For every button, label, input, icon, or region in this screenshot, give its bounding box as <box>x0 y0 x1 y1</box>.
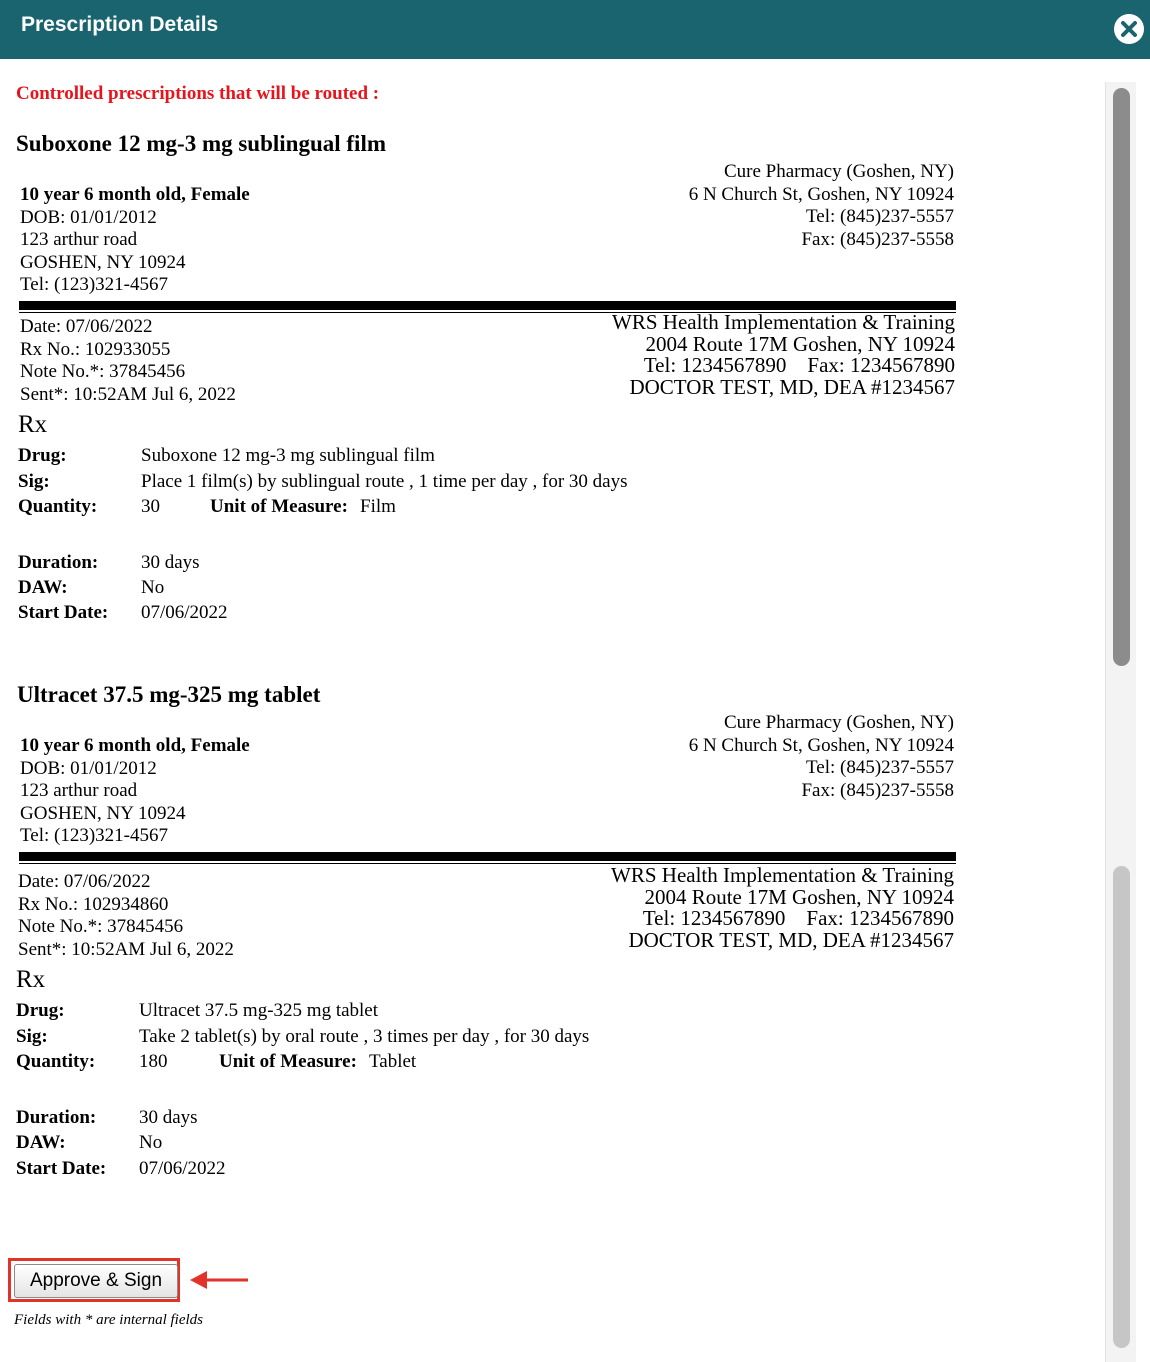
quantity-label: Quantity: <box>18 496 98 517</box>
approve-sign-button[interactable]: Approve & Sign <box>14 1264 178 1298</box>
prescription-content <box>0 59 1105 1362</box>
prescription-block <box>0 59 1000 623</box>
uom-label: Unit of Measure: <box>219 1051 357 1072</box>
daw-value: No <box>139 1132 163 1153</box>
pointer-arrow-icon <box>190 1269 250 1291</box>
close-icon[interactable] <box>1114 14 1144 44</box>
sent-time: Sent*: 10:52AM Jul 6, 2022 <box>18 938 234 960</box>
pharmacy-address: 6 N Church St, Goshen, NY 10924 <box>688 183 954 205</box>
pharmacy-tel: Tel: (845)237-5557 <box>805 757 954 778</box>
rx-number: Rx No.: 102933055 <box>20 338 171 360</box>
note-number: Note No.*: 37845456 <box>18 916 184 937</box>
clinic-info <box>395 312 955 398</box>
drug-title: Ultracet 37.5 mg-325 mg tablet <box>17 682 321 707</box>
rx-meta <box>20 316 236 406</box>
daw-value: No <box>141 577 165 598</box>
patient-tel: Tel: (123)321-4567 <box>20 825 169 846</box>
start-date-label: Start Date: <box>16 1158 107 1179</box>
pharmacy-fax: Fax: (845)237-5558 <box>801 228 954 250</box>
rx-number: Rx No.: 102934860 <box>18 893 169 915</box>
patient-address-line2: GOSHEN, NY 10924 <box>20 802 186 824</box>
drug-title: Suboxone 12 mg-3 mg sublingual film <box>16 131 386 156</box>
clinic-phones: Tel: 1234567890 Fax: 1234567890 <box>643 353 955 377</box>
quantity-value: 30 <box>141 496 160 517</box>
drug-value: Suboxone 12 mg-3 mg sublingual film <box>141 445 435 466</box>
sig-value: Place 1 film(s) by sublingual route , 1 time per day , for 30 days <box>141 471 628 492</box>
duration-value: 30 days <box>141 552 200 573</box>
rx-date: Date: 07/06/2022 <box>18 871 151 892</box>
rx-date: Date: 07/06/2022 <box>20 316 153 337</box>
sig-value: Take 2 tablet(s) by oral route , 3 times per day , for 30 days <box>139 1026 590 1047</box>
clinic-name: WRS Health Implementation & Training <box>611 863 954 887</box>
prescription-block <box>0 610 1000 1179</box>
quantity-label: Quantity: <box>16 1051 96 1072</box>
patient-address-line1: 123 arthur road <box>20 229 138 250</box>
patient-age-gender: 10 year 6 month old, Female <box>20 184 250 205</box>
patient-info <box>20 735 250 848</box>
sig-label: Sig: <box>18 471 50 492</box>
routed-notice: Controlled prescriptions that will be routed : <box>16 83 380 104</box>
divider <box>19 301 956 310</box>
pharmacy-tel: Tel: (845)237-5557 <box>805 206 954 227</box>
uom-value: Tablet <box>369 1051 417 1072</box>
daw-label: DAW: <box>16 1132 66 1153</box>
doctor-info: DOCTOR TEST, MD, DEA #1234567 <box>629 374 955 399</box>
drug-label: Drug: <box>16 1000 65 1021</box>
sent-time: Sent*: 10:52AM Jul 6, 2022 <box>20 383 236 405</box>
start-date-value: 07/06/2022 <box>139 1158 226 1179</box>
doctor-info: DOCTOR TEST, MD, DEA #1234567 <box>628 927 954 952</box>
pharmacy-fax: Fax: (845)237-5558 <box>801 779 954 801</box>
clinic-address: 2004 Route 17M Goshen, NY 10924 <box>645 331 955 356</box>
patient-tel: Tel: (123)321-4567 <box>20 274 169 295</box>
drug-value: Ultracet 37.5 mg-325 mg tablet <box>139 1000 379 1021</box>
pharmacy-info <box>394 712 954 802</box>
pharmacy-info <box>394 161 954 251</box>
dialog-titlebar <box>0 0 1150 59</box>
clinic-phones: Tel: 1234567890 Fax: 1234567890 <box>642 906 954 930</box>
rx-symbol: Rx <box>18 411 48 438</box>
duration-label: Duration: <box>18 552 99 573</box>
rx-meta <box>18 871 234 961</box>
daw-label: DAW: <box>18 577 68 598</box>
pharmacy-name: Cure Pharmacy (Goshen, NY) <box>723 712 954 733</box>
dialog-title: Prescription Details <box>21 13 219 36</box>
duration-value: 30 days <box>139 1107 198 1128</box>
start-date-value: 07/06/2022 <box>141 602 228 623</box>
patient-dob: DOB: 01/01/2012 <box>20 206 157 228</box>
clinic-name: WRS Health Implementation & Training <box>612 310 955 334</box>
note-number: Note No.*: 37845456 <box>20 361 186 382</box>
quantity-value: 180 <box>139 1051 168 1072</box>
rx-symbol: Rx <box>16 966 46 993</box>
divider <box>19 852 956 861</box>
sig-label: Sig: <box>16 1026 48 1047</box>
patient-address-line2: GOSHEN, NY 10924 <box>20 251 186 273</box>
patient-info <box>20 184 250 297</box>
internal-fields-note: Fields with * are internal fields <box>14 1312 204 1328</box>
uom-value: Film <box>360 496 396 517</box>
duration-label: Duration: <box>16 1107 97 1128</box>
patient-age-gender: 10 year 6 month old, Female <box>20 735 250 756</box>
drug-label: Drug: <box>18 445 67 466</box>
clinic-info <box>394 865 954 951</box>
start-date-label: Start Date: <box>18 602 109 623</box>
scrollbar-thumb-secondary[interactable] <box>1113 866 1130 1348</box>
patient-dob: DOB: 01/01/2012 <box>20 757 157 779</box>
clinic-address: 2004 Route 17M Goshen, NY 10924 <box>644 884 954 909</box>
pharmacy-name: Cure Pharmacy (Goshen, NY) <box>723 161 954 182</box>
pharmacy-address: 6 N Church St, Goshen, NY 10924 <box>688 734 954 756</box>
uom-label: Unit of Measure: <box>210 496 348 517</box>
scrollbar-thumb[interactable] <box>1113 88 1130 666</box>
patient-address-line1: 123 arthur road <box>20 780 138 801</box>
